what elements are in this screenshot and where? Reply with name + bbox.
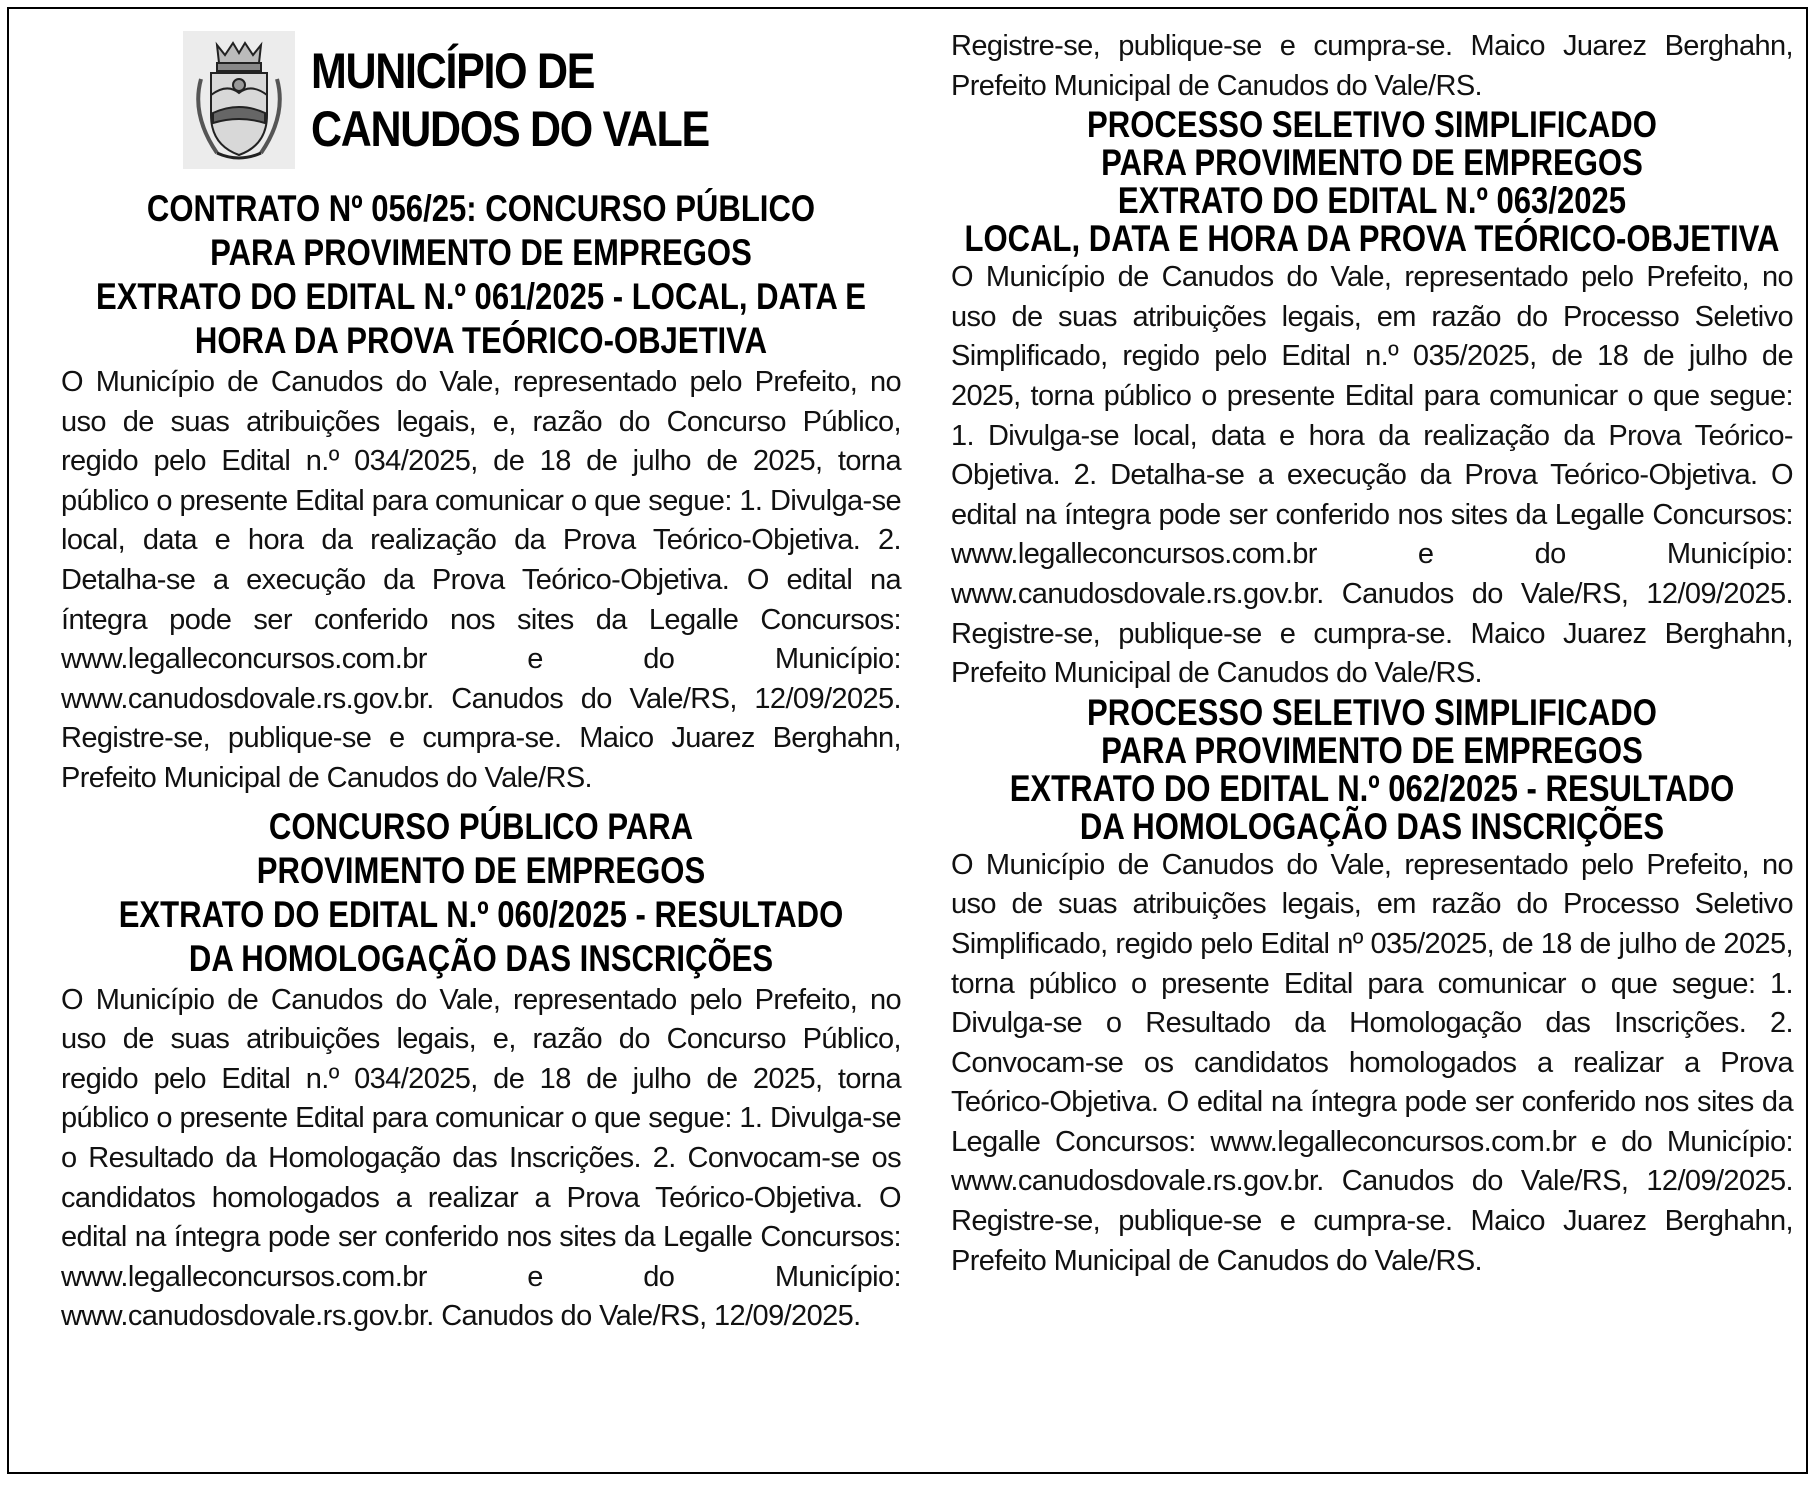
notice-body-062: O Município de Canudos do Vale, representado pelo Prefeito, no uso de suas atribuições legais, em razão do Processo Seletivo Simplificado, regido pelo Edital nº 035/2025, de 18 de julho de 2025, torna público o presente Edital para comunicar o que segue: 1. Divulga-se o Resultado da Homologação das Inscrições. 2. Convocam-se os candidatos homologados a realizar a Prova Teórico-Objetiva. O edital na íntegra pode ser conferido nos sites da Legalle Concursos: www.legalleconcursos.com.br e do Município: www.canudosdovale.rs.gov.br. Canudos do Vale/RS, 12/09/2025. Registre-se, publique-se e cumpra-se. Maico Juarez Berghahn, Prefeito Municipal de Canudos do Vale/RS. bbox=[951, 848, 1793, 1277]
heading-line: PARA PROVIMENTO DE EMPREGOS bbox=[210, 232, 752, 273]
notice-body-060-continuation: Registre-se, publique-se e cumpra-se. Maico Juarez Berghahn, Prefeito Municipal de Canudos do Vale/RS. bbox=[951, 30, 1793, 102]
heading-line: DA HOMOLOGAÇÃO DAS INSCRIÇÕES bbox=[188, 937, 774, 979]
heading-line: DA HOMOLOGAÇÃO DAS INSCRIÇÕES bbox=[1079, 805, 1665, 847]
notice-body-063: O Município de Canudos do Vale, representado pelo Prefeito, no uso de suas atribuições legais, em razão do Processo Seletivo Simplificado, regido pelo Edital n.º 035/2025, de 18 de julho de 2025, torna público o presente Edital para comunicar o que segue: 1. Divulga-se local, data e hora da realização da Prova Teórico-Objetiva. 2. Detalha-se a execução da Prova Teórico-Objetiva. O edital na íntegra pode ser conferido nos sites da Legalle Concursos: www.legalleconcursos.com.br e do Município: www.canudosdovale.rs.gov.br. Canudos do Vale/RS, 12/09/2025. Registre-se, publique-se e cumpra-se. Maico Juarez Berghahn, Prefeito Municipal de Canudos do Vale/RS. bbox=[951, 261, 1793, 690]
heading-line: CONCURSO PÚBLICO PARA bbox=[268, 805, 694, 847]
heading-line: LOCAL, DATA E HORA DA PROVA TEÓRICO-OBJETIVA bbox=[964, 218, 1780, 260]
notice-body-060: O Município de Canudos do Vale, representado pelo Prefeito, no uso de suas atribuições legais, e, razão do Concurso Público, regido pelo Edital n.º 034/2025, de 18 de julho de 2025, torna público o presente Edital para comunicar o que segue: 1. Divulga-se o Resultado da Homologação das Inscrições. 2. Convocam-se os candidatos homologados a realizar a Prova Teórico-Objetiva. O edital na íntegra pode ser conferido nos sites da Legalle Concursos: www.legalleconcursos.com.br e do Município: www.canudosdovale.rs.gov.br. Canudos do Vale/RS, 12/09/2025. bbox=[61, 983, 901, 1333]
notice-heading-063 bbox=[951, 106, 1793, 258]
heading-line: EXTRATO DO EDITAL N.º 061/2025 - LOCAL, DATA E bbox=[95, 276, 867, 317]
notice-heading-062 bbox=[951, 691, 1793, 847]
notice-heading-060 bbox=[61, 805, 901, 981]
masthead bbox=[183, 31, 901, 169]
heading-line: PROVIMENTO DE EMPREGOS bbox=[256, 849, 706, 891]
heading-line: CONTRATO Nº 056/25: CONCURSO PÚBLICO bbox=[146, 188, 816, 229]
notice-body-061: O Município de Canudos do Vale, representado pelo Prefeito, no uso de suas atribuições legais, e, razão do Concurso Público, regido pelo Edital n.º 034/2025, de 18 de julho de 2025, torna público o presente Edital para comunicar o que segue: 1. Divulga-se local, data e hora da realização da Prova Teórico-Objetiva. 2. Detalha-se a execução da Prova Teórico-Objetiva. O edital na íntegra pode ser conferido nos sites da Legalle Concursos: www.legalleconcursos.com.br e do Município: www.canudosdovale.rs.gov.br. Canudos do Vale/RS, 12/09/2025. Registre-se, publique-se e cumpra-se. Maico Juarez Berghahn, Prefeito Municipal de Canudos do Vale/RS. bbox=[61, 366, 901, 794]
notice-heading-061 bbox=[61, 187, 901, 363]
title-line-1: MUNICÍPIO DE bbox=[311, 43, 595, 99]
left-column bbox=[61, 31, 901, 1337]
heading-line: PROCESSO SELETIVO SIMPLIFICADO bbox=[1087, 691, 1657, 733]
heading-line: PROCESSO SELETIVO SIMPLIFICADO bbox=[1087, 104, 1657, 146]
right-column bbox=[951, 27, 1793, 1281]
heading-line: EXTRATO DO EDITAL N.º 062/2025 - RESULTADO bbox=[1009, 767, 1735, 809]
heading-line: EXTRATO DO EDITAL N.º 063/2025 bbox=[1117, 180, 1627, 222]
notice-frame bbox=[7, 7, 1808, 1474]
coat-of-arms-icon bbox=[183, 31, 295, 169]
heading-line: HORA DA PROVA TEÓRICO-OBJETIVA bbox=[194, 320, 768, 361]
heading-line: PARA PROVIMENTO DE EMPREGOS bbox=[1101, 729, 1643, 771]
heading-line: EXTRATO DO EDITAL N.º 060/2025 - RESULTADO bbox=[118, 893, 844, 935]
municipality-title bbox=[311, 42, 709, 158]
heading-line: PARA PROVIMENTO DE EMPREGOS bbox=[1101, 142, 1643, 184]
title-line-2: CANUDOS DO VALE bbox=[311, 101, 709, 157]
